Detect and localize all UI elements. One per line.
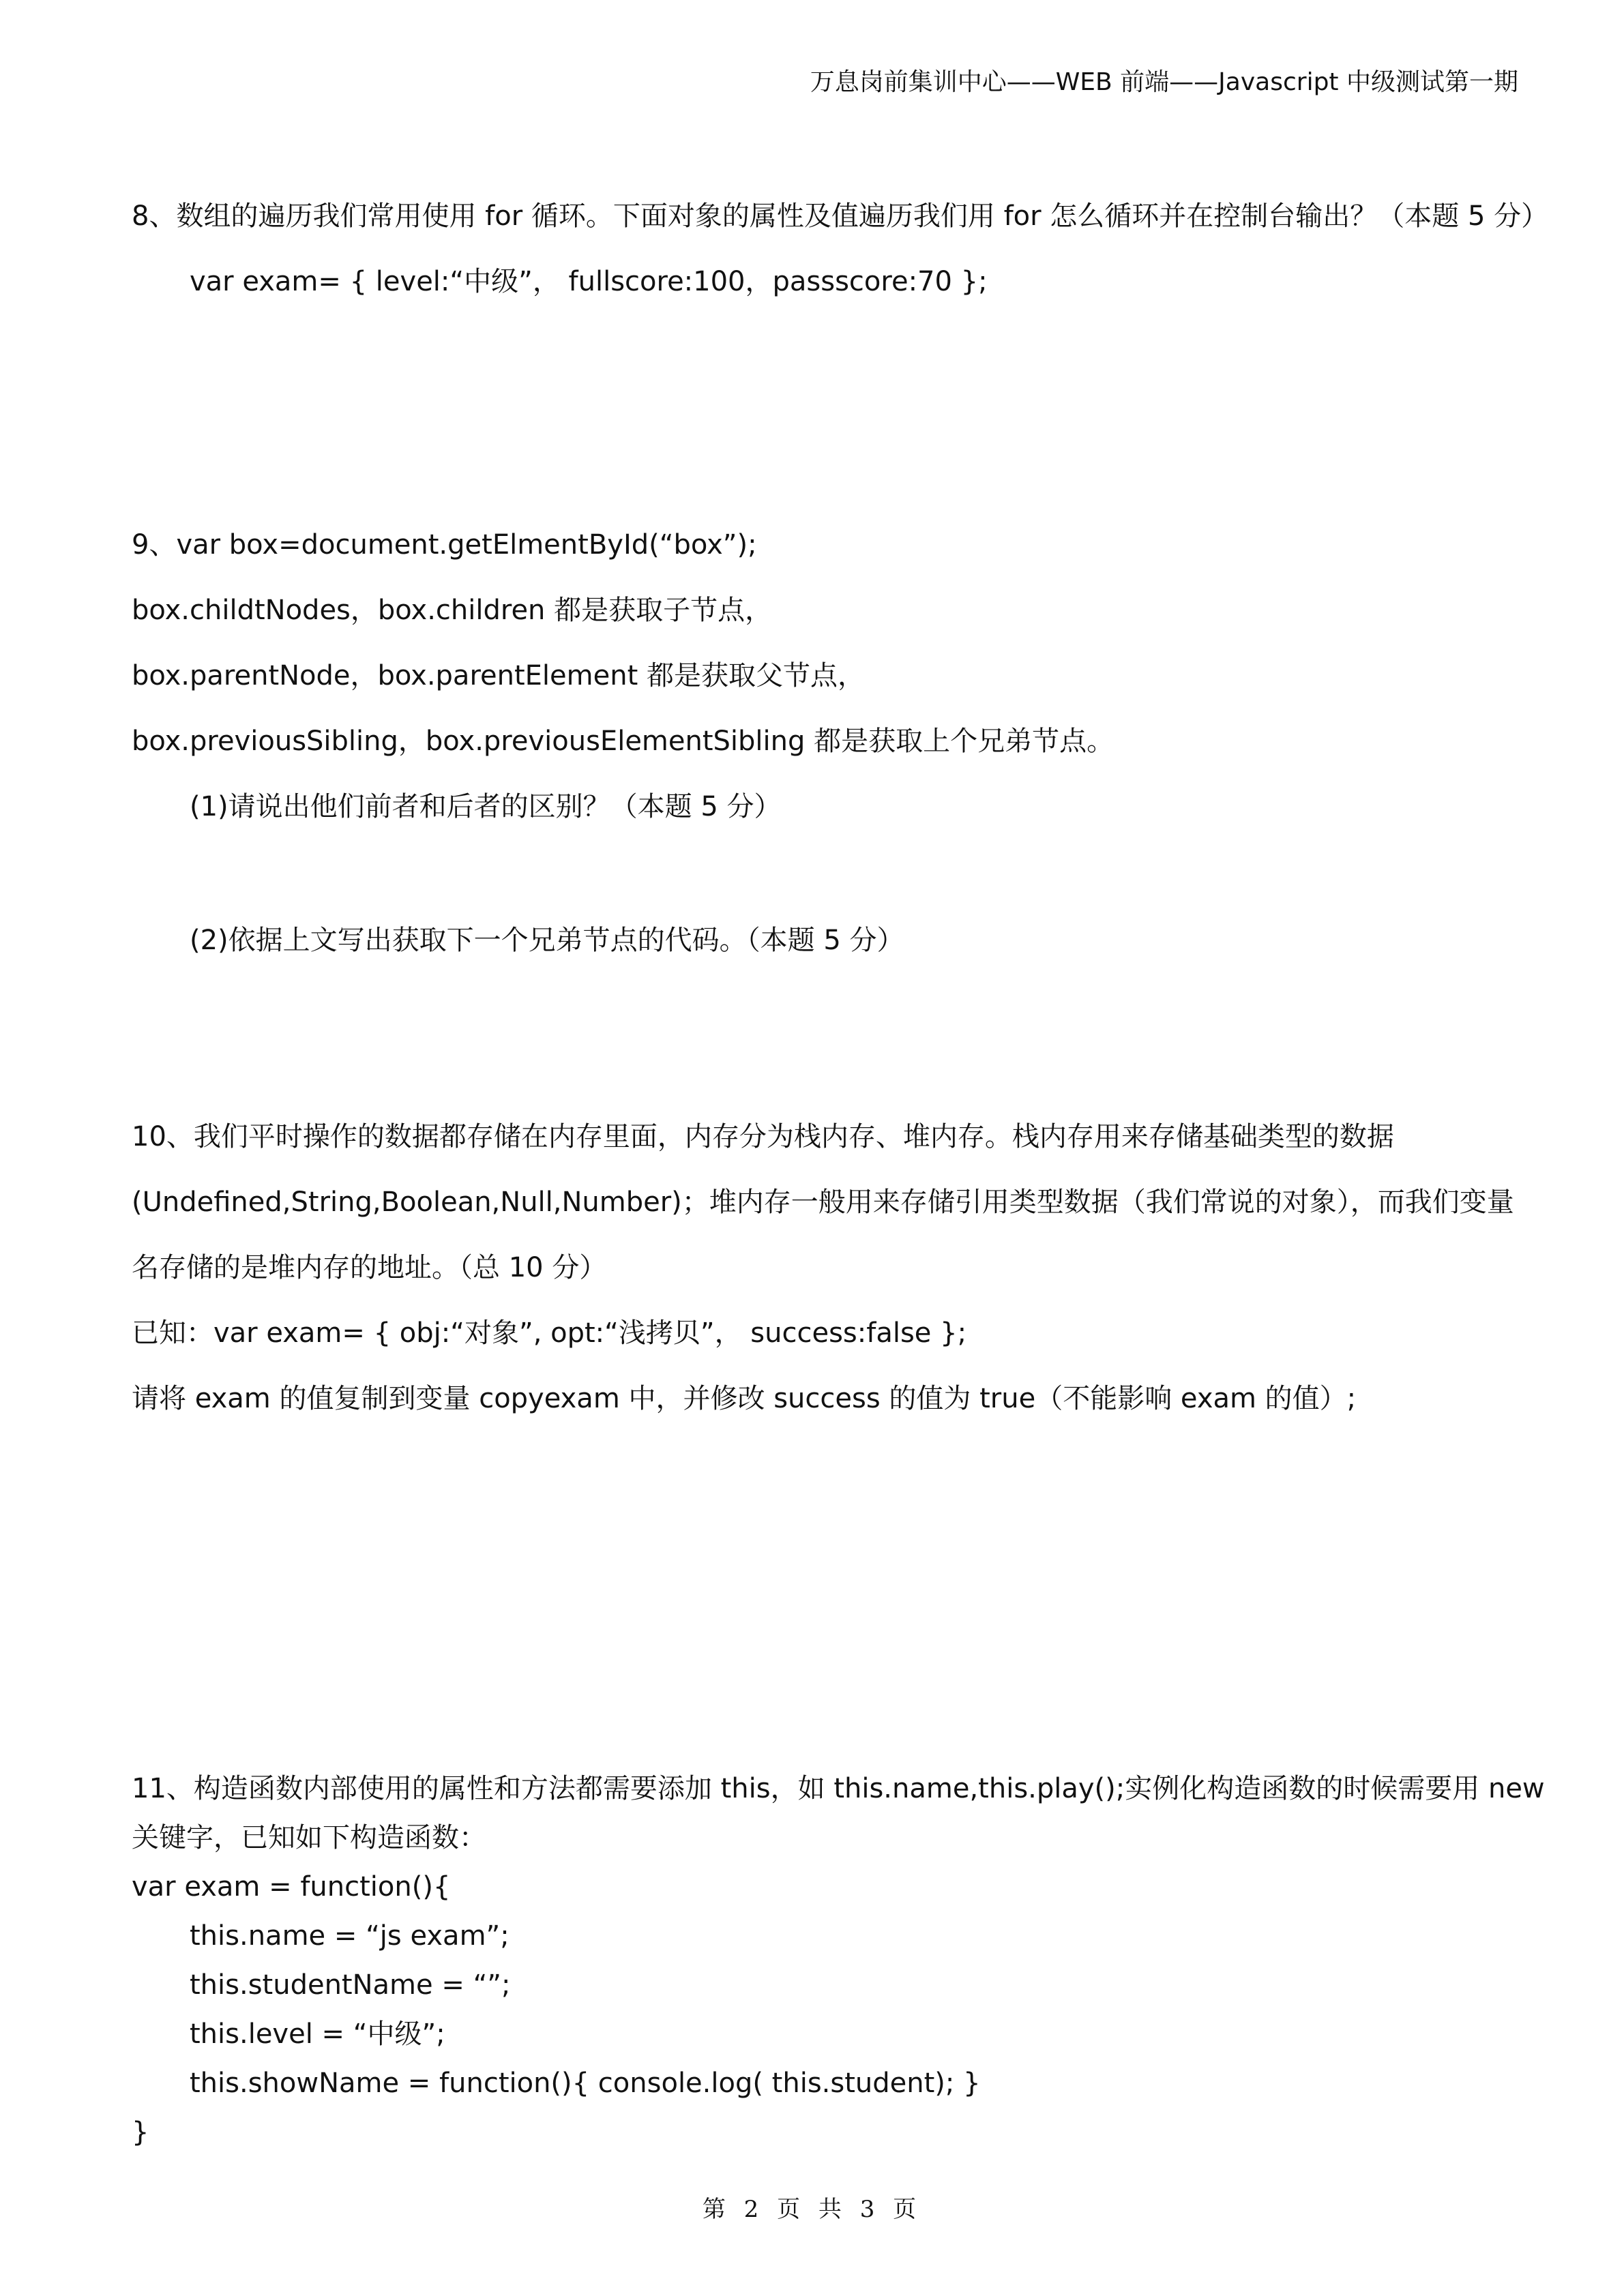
- question-9-line-1: 9、var box=document.getElmentById(“box”);: [132, 529, 757, 561]
- code-line-6: }: [132, 2117, 149, 2148]
- question-10-line-5: 请将 exam 的值复制到变量 copyexam 中，并修改 success 的值为 true（不能影响 exam 的值）;: [132, 1383, 1357, 1414]
- code-line-3: this.studentName = “”;: [190, 1969, 511, 2001]
- question-9-line-4: box.previousSibling，box.previousElementSibling 都是获取上个兄弟节点。: [132, 726, 1114, 757]
- question-9-subquestion-1: (1)请说出他们前者和后者的区别？（本题 5 分）: [190, 791, 782, 822]
- question-10-line-1: 10、我们平时操作的数据都存储在内存里面，内存分为栈内存、堆内存。栈内存用来存储基础类型的数据: [132, 1121, 1394, 1152]
- question-10-line-3: 名存储的是堆内存的地址。（总 10 分）: [132, 1252, 607, 1283]
- code-line-1: var exam = function(){: [132, 1871, 451, 1903]
- question-9-subquestion-2: (2)依据上文写出获取下一个兄弟节点的代码。（本题 5 分）: [190, 925, 904, 956]
- question-10-line-4: 已知：var exam= { obj:“对象”, opt:“浅拷贝”， success:false };: [132, 1317, 967, 1349]
- question-10-line-2: (Undefined,String,Boolean,Null,Number)；堆内存一般用来存储引用类型数据（我们常说的对象），而我们变量: [132, 1187, 1514, 1218]
- page-number: 第 2 页 共 3 页: [702, 2196, 922, 2223]
- question-8-code: var exam= { level:“中级”， fullscore:100，passscore:70 };: [190, 266, 988, 297]
- question-11-line-1: 11、构造函数内部使用的属性和方法都需要添加 this，如 this.name,this.play();实例化构造函数的时候需要用 new: [132, 1773, 1545, 1804]
- code-line-2: this.name = “js exam”;: [190, 1920, 510, 1952]
- code-line-5: this.showName = function(){ console.log( this.student); }: [190, 2068, 981, 2099]
- code-line-4: this.level = “中级”;: [190, 2018, 445, 2050]
- question-11-line-2: 关键字，已知如下构造函数：: [132, 1822, 486, 1853]
- question-9-line-3: box.parentNode，box.parentElement 都是获取父节点，: [132, 660, 865, 691]
- page-header: 万息岗前集训中心——WEB 前端——Javascript 中级测试第一期: [810, 68, 1518, 96]
- question-8-text: 8、数组的遍历我们常用使用 for 循环。下面对象的属性及值遍历我们用 for 怎么循环并在控制台输出？（本题 5 分）: [132, 200, 1549, 232]
- question-9-line-2: box.childtNodes，box.children 都是获取子节点，: [132, 595, 773, 626]
